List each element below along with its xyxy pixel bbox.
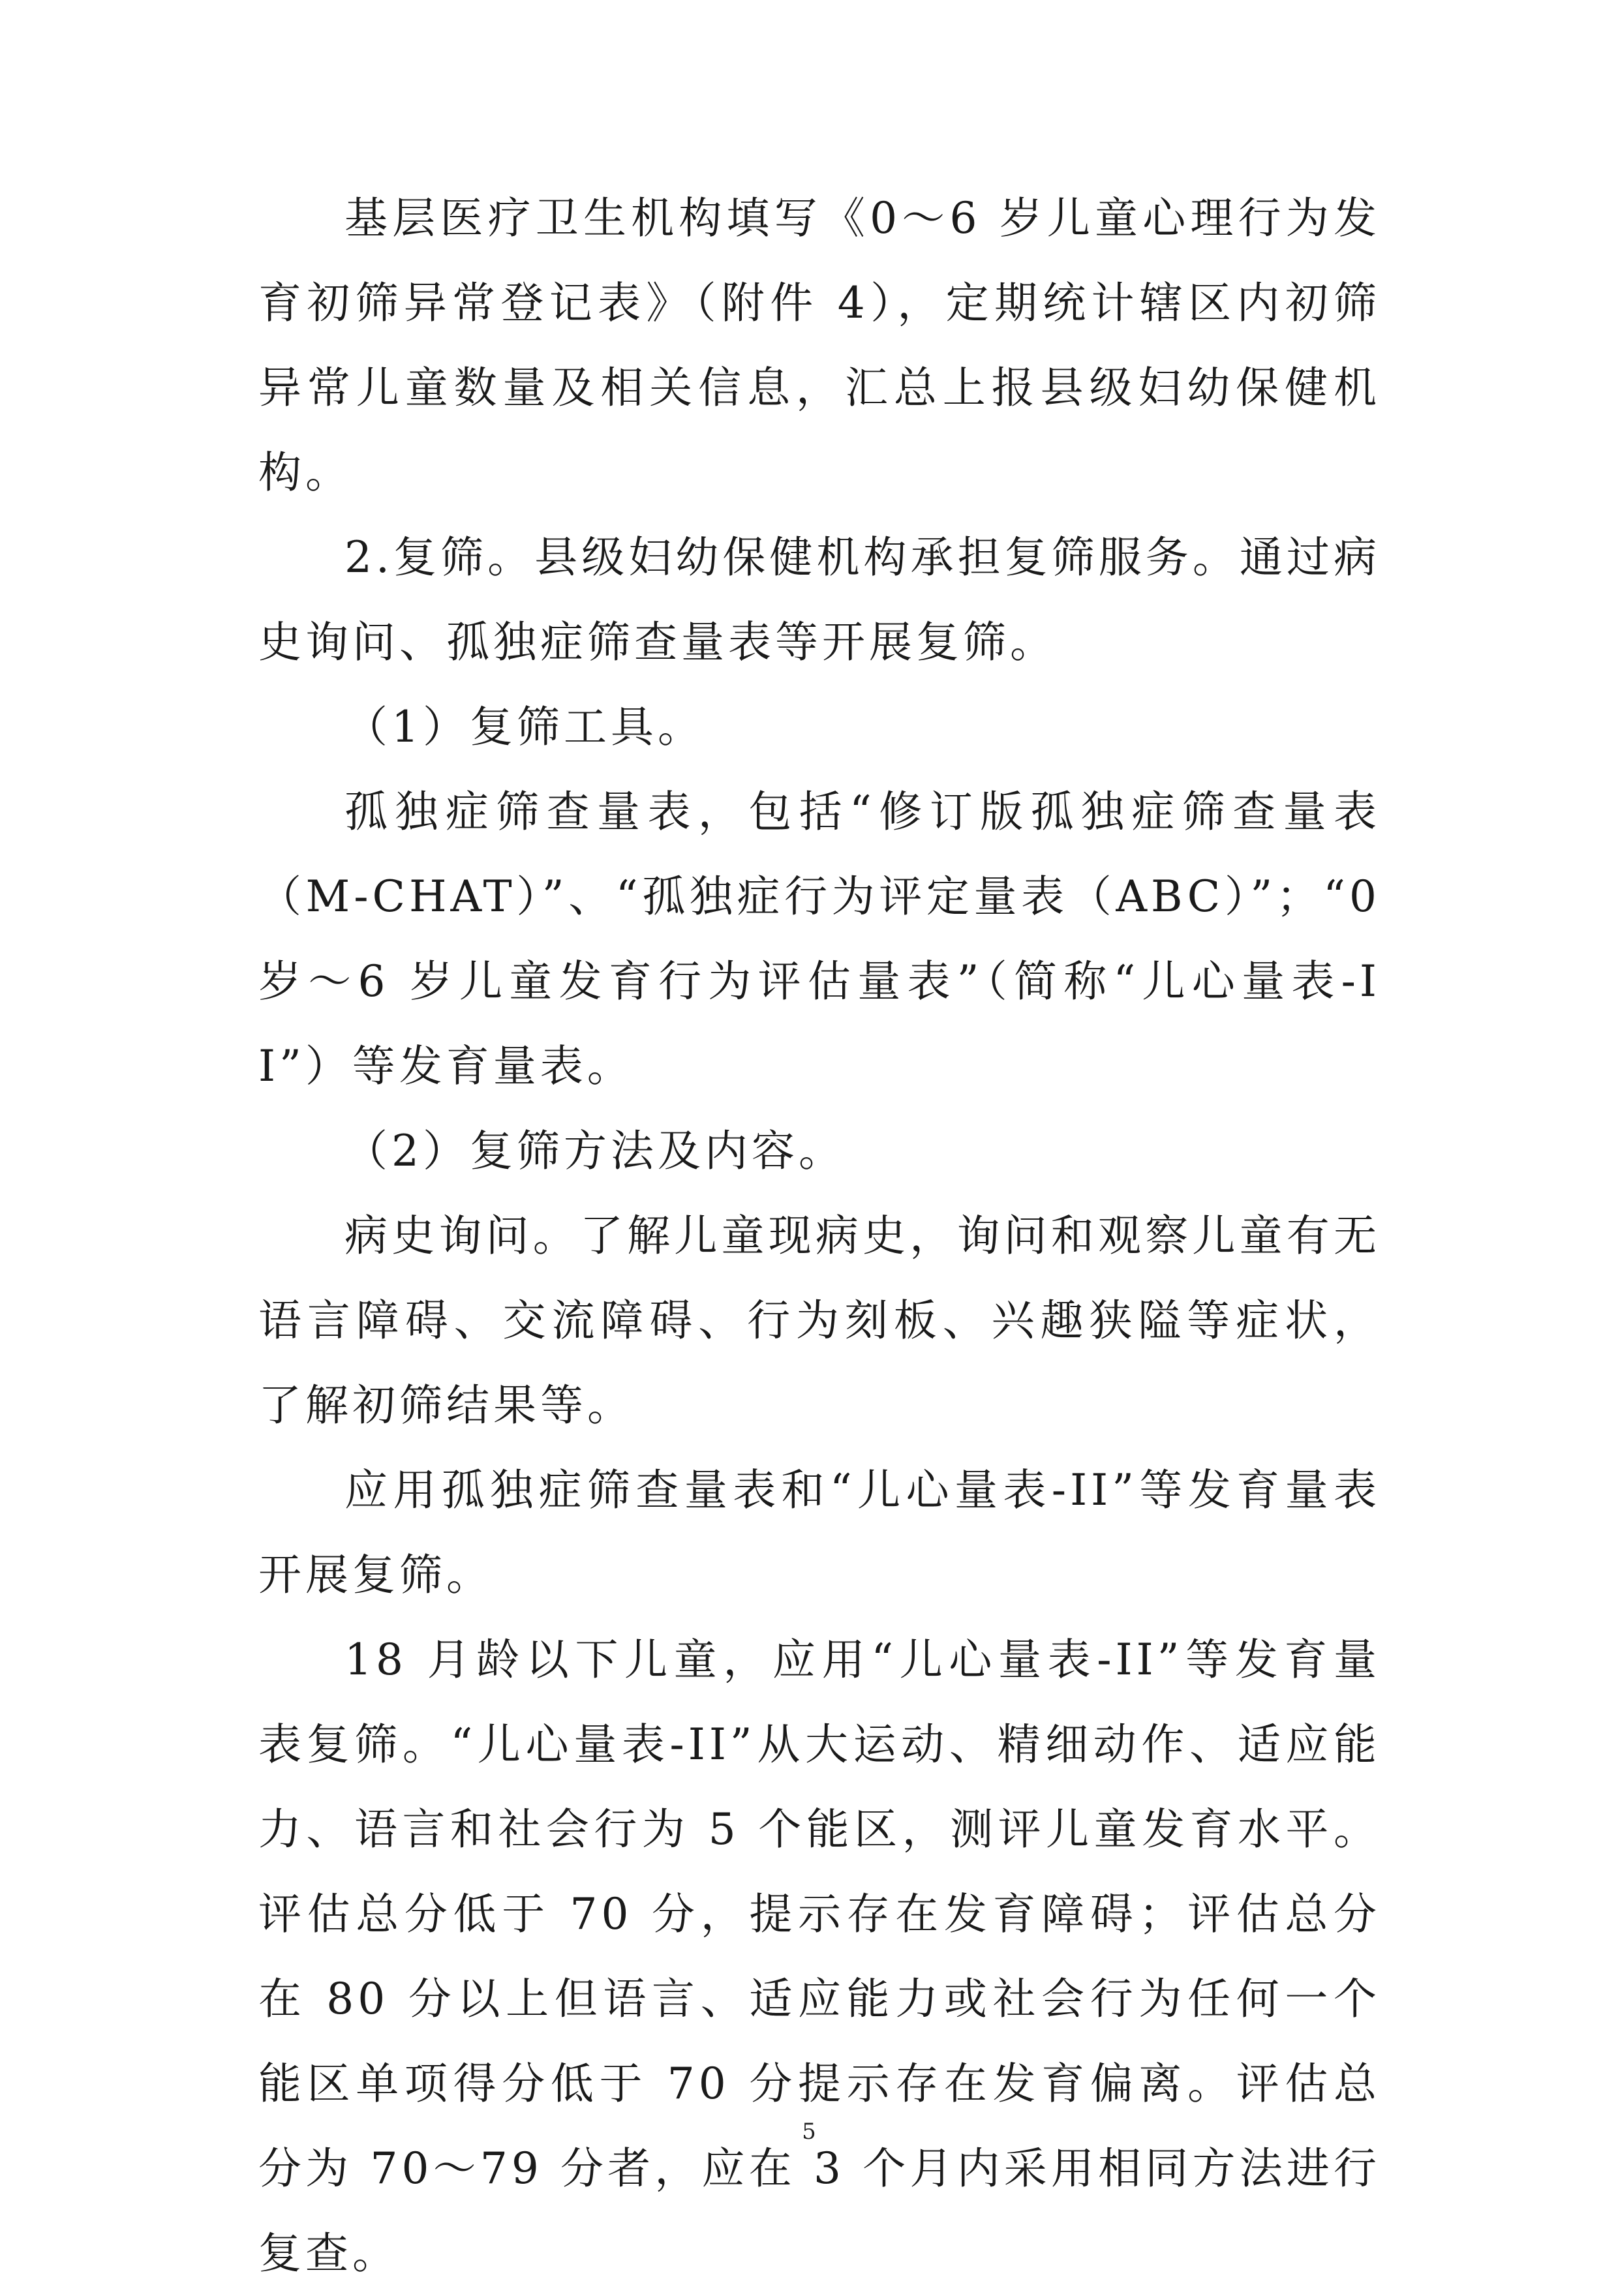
paragraph-rescreening: 2.复筛。县级妇幼保健机构承担复筛服务。通过病史询问、孤独症筛查量表等开展复筛。 bbox=[258, 532, 1381, 667]
page-number: 5 bbox=[802, 2119, 816, 2145]
body-text bbox=[258, 176, 1381, 2296]
paragraph-registration: 基层医疗卫生机构填写《0～6 岁儿童心理行为发育初筛异常登记表》（附件 4），定期统计辖区内初筛异常儿童数量及相关信息，汇总上报县级妇幼保健机构。 bbox=[258, 193, 1381, 498]
paragraph-apply-scales: 应用孤独症筛查量表和“儿心量表-II”等发育量表开展复筛。 bbox=[258, 1465, 1381, 1600]
paragraph-medical-history: 病史询问。了解儿童现病史，询问和观察儿童有无语言障碍、交流障碍、行为刻板、兴趣狭隘等症状，了解初筛结果等。 bbox=[258, 1211, 1381, 1430]
heading-rescreening-methods: （2）复筛方法及内容。 bbox=[344, 1126, 846, 1176]
heading-rescreening-tools: （1）复筛工具。 bbox=[344, 702, 705, 752]
paragraph-under-18-months: 18 月龄以下儿童，应用“儿心量表-II”等发育量表复筛。“儿心量表-II”从大运动、精细动作、适应能力、语言和社会行为 5 个能区，测评儿童发育水平。评估总分低于 70 分，提示存在发育障碍；评估总分在 80 分以上但语言、适应能力或社会行为任何一个能区单项得分低于 70 分提示存在发育偏离。评估总分为 70～79 分者，应在 3 个月内采用相同方法进行复查。 bbox=[258, 1635, 1381, 2278]
paragraph-screening-scales: 孤独症筛查量表，包括“修订版孤独症筛查量表（M-CHAT）”、“孤独症行为评定量表（ABC）”；“0 岁～6 岁儿童发育行为评估量表”（简称“儿心量表-II”）等发育量表。 bbox=[258, 787, 1381, 1091]
